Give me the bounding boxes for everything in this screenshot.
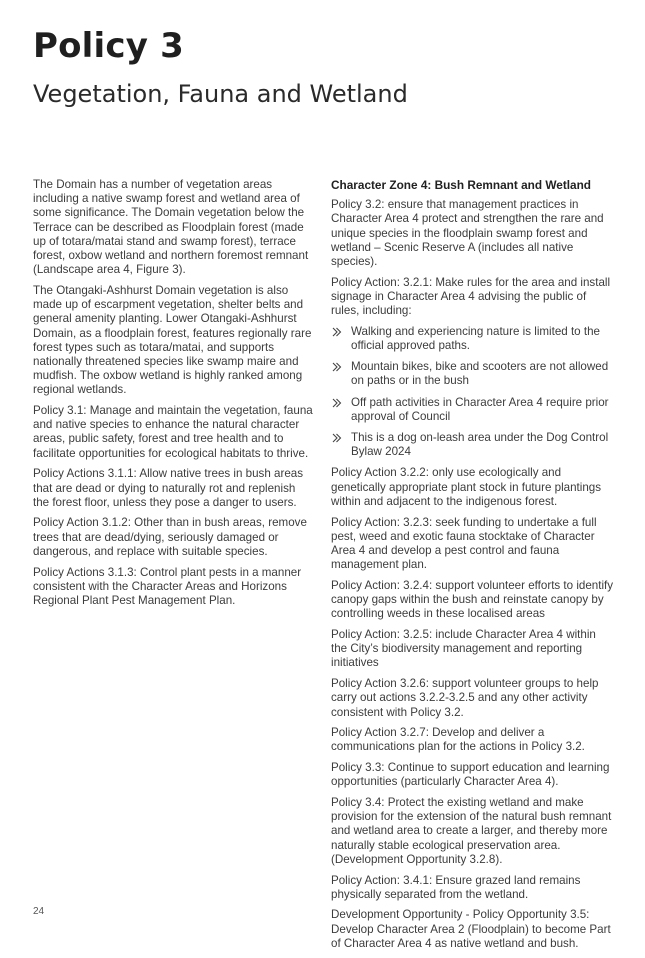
list-item-text: Walking and experiencing nature is limited to the official approved paths.	[351, 324, 600, 353]
list-item-text: Mountain bikes, bike and scooters are not allowed on paths or in the bush	[351, 360, 609, 388]
list-item	[331, 325, 614, 353]
paragraph: Policy 3.3: Continue to support education and learning opportunities (particularly Character Area 4).	[331, 761, 610, 789]
rules-list	[331, 325, 614, 460]
page-number: 24	[33, 906, 45, 917]
list-item-text: This is a dog on-leash area under the Dog Control Bylaw 2024	[351, 431, 609, 459]
paragraph: Policy Actions 3.1.1: Allow native trees in bush areas that are dead or dying to naturally rot and replenish the forest floor, unless they pose a danger to users.	[33, 467, 304, 509]
page-subtitle: Vegetation, Fauna and Wetland	[33, 80, 408, 108]
paragraph: Policy Action 3.2.7: Develop and deliver a communications plan for the actions in Policy 3.2.	[331, 726, 585, 754]
paragraph: Policy Action: 3.2.1: Make rules for the area and install signage in Character Area 4 advising the public of rules, including:	[331, 275, 611, 318]
paragraph: Policy Action: 3.2.4: support volunteer efforts to identify canopy gaps within the bush and reinstate canopy by controlling weeds in these localised areas	[331, 578, 614, 621]
paragraph: Policy 3.1: Manage and maintain the vegetation, fauna and native species to enhance the natural character areas, public safety, forest and tree health and to facilitate opportunities for ecological habitats to thrive.	[33, 404, 313, 460]
paragraph: Policy Action 3.2.2: only use ecologically and genetically appropriate plant stock in future plantings within and adjacent to the indigenous forest.	[331, 466, 602, 508]
list-item-text: Off path activities in Character Area 4 require prior approval of Council	[351, 395, 609, 423]
paragraph: Policy 3.4: Protect the existing wetland and make provision for the extension of the natural bush remnant and wetland area to create a larger, and thereby more naturally stable ecological preservation area. (Development Opportunity 3.2.8).	[331, 796, 612, 866]
paragraph: Policy Action 3.1.2: Other than in bush areas, remove trees that are dead/dying, seriously damaged or dangerous, and replace with suitable species.	[33, 516, 307, 558]
paragraph: Policy Action: 3.2.3: seek funding to undertake a full pest, weed and exotic fauna stocktake of Character Area 4 and develop a pest control and fauna management plan.	[331, 515, 597, 572]
double-chevron-right-icon	[332, 433, 342, 443]
double-chevron-right-icon	[332, 398, 342, 408]
list-item	[331, 396, 614, 424]
paragraph: Policy Action: 3.2.5: include Character Area 4 within the City’s biodiversity management and reporting initiatives	[331, 627, 596, 670]
left-column	[33, 178, 313, 615]
double-chevron-right-icon	[332, 327, 342, 337]
list-item	[331, 431, 614, 459]
paragraph: Policy 3.2: ensure that management practices in Character Area 4 protect and strengthen the rare and unique species in the floodplain swamp forest and wetland – Scenic Reserve A (includes all native species).	[331, 198, 604, 269]
paragraph: Development Opportunity - Policy Opportunity 3.5: Develop Character Area 2 (Floodplain) to become Part of Character Area 4 as native wetland and bush.	[331, 908, 611, 950]
right-column	[331, 178, 614, 958]
list-item	[331, 360, 614, 388]
paragraph: Policy Actions 3.1.3: Control plant pests in a manner consistent with the Character Areas and Horizons Regional Plant Pest Management Plan.	[33, 565, 302, 607]
double-chevron-right-icon	[332, 362, 342, 372]
paragraph: Policy Action 3.2.6: support volunteer groups to help carry out actions 3.2.2-3.2.5 and any other activity consistent with Policy 3.2.	[331, 677, 599, 719]
paragraph: The Otangaki-Ashhurst Domain vegetation is also made up of escarpment vegetation, shelter belts and general amenity planting. Lower Otangaki-Ashhurst Domain, as a floodplain forest, features regionally rare forest types such as totara/matai, and supports nationally threatened species like swamp maire and mudfish. The oxbow wetland is highly ranked among regional wetlands.	[33, 283, 312, 397]
section-heading: Character Zone 4: Bush Remnant and Wetland	[331, 178, 592, 192]
page-title: Policy 3	[33, 26, 184, 66]
paragraph: The Domain has a number of vegetation areas including a native swamp forest and wetland area of some significance. The Domain vegetation below the Terrace can be described as Floodplain forest (made up of totara/matai stand and swamp forest), terrace forest, oxbow wetland and northern foremost remnant (Landscape area 4, Figure 3).	[33, 178, 309, 277]
paragraph: Policy Action: 3.4.1: Ensure grazed land remains physically separated from the wetland.	[331, 873, 581, 901]
